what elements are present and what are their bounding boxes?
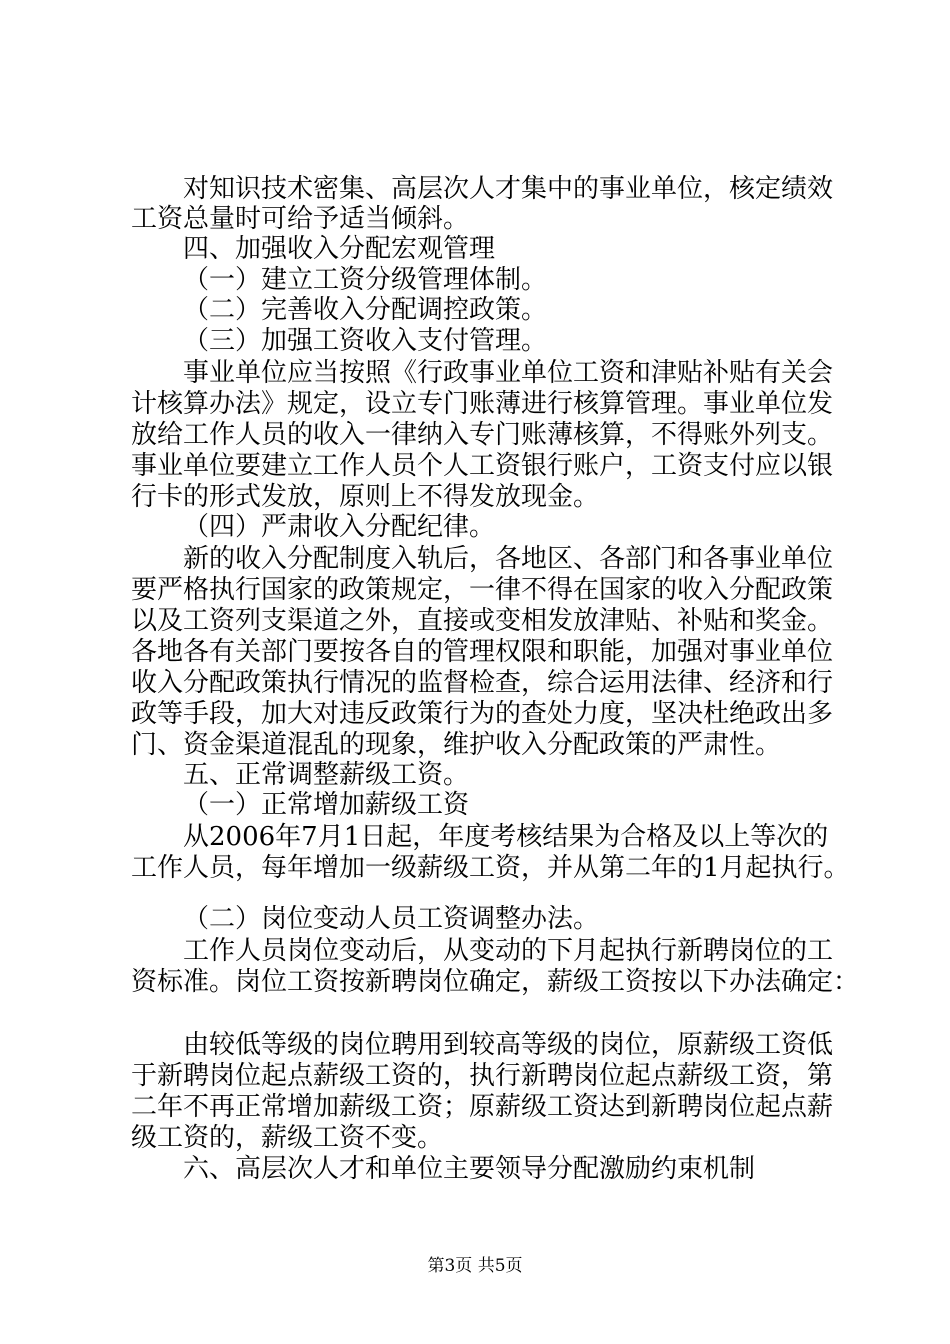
paragraph-line: 各地各有关部门要按各自的管理权限和职能，加强对事业单位 [131, 637, 834, 667]
page-footer: 第3页 共5页 [427, 1256, 523, 1276]
paragraph-line: 事业单位应当按照《行政事业单位工资和津贴补贴有关会 [183, 358, 834, 388]
paragraph-line: 事业单位要建立工作人员个人工资银行账户，工资支付应以银 [131, 451, 834, 481]
subsection-heading: （一）建立工资分级管理体制。 [183, 265, 548, 295]
paragraph-line: 二年不再正常增加薪级工资；原薪级工资达到新聘岗位起点薪 [131, 1092, 834, 1122]
paragraph-line: 工作人员，每年增加一级薪级工资，并从第二年的1月起执行。 [131, 853, 850, 883]
subsection-heading: （四）严肃收入分配纪律。 [183, 512, 496, 542]
paragraph-line: 对知识技术密集、高层次人才集中的事业单位，核定绩效 [183, 174, 834, 204]
paragraph-line: 门、资金渠道混乱的现象，维护收入分配政策的严肃性。 [131, 730, 782, 760]
section-heading: 五、正常调整薪级工资。 [183, 760, 470, 790]
paragraph-line: 以及工资列支渠道之外，直接或变相发放津贴、补贴和奖金。 [131, 606, 834, 636]
paragraph-line: 收入分配政策执行情况的监督检查，综合运用法律、经济和行 [131, 668, 834, 698]
paragraph-line: 资标准。岗位工资按新聘岗位确定，薪级工资按以下办法确定： [131, 967, 860, 997]
subsection-heading: （二）岗位变动人员工资调整办法。 [183, 904, 600, 934]
paragraph-line: 工作人员岗位变动后，从变动的下月起执行新聘岗位的工 [183, 936, 834, 966]
paragraph-line: 由较低等级的岗位聘用到较高等级的岗位，原薪级工资低 [183, 1030, 834, 1060]
section-heading: 六、高层次人才和单位主要领导分配激励约束机制 [183, 1154, 756, 1184]
paragraph-line: 工资总量时可给予适当倾斜。 [131, 204, 470, 234]
paragraph-line: 于新聘岗位起点薪级工资的，执行新聘岗位起点薪级工资，第 [131, 1061, 834, 1091]
paragraph-line: 要严格执行国家的政策规定，一律不得在国家的收入分配政策 [131, 575, 834, 605]
paragraph-line: 级工资的，薪级工资不变。 [131, 1123, 444, 1153]
paragraph-line: 从2006年7月1日起，年度考核结果为合格及以上等次的 [183, 822, 829, 852]
subsection-heading: （三）加强工资收入支付管理。 [183, 326, 548, 356]
paragraph-line: 新的收入分配制度入轨后，各地区、各部门和各事业单位 [183, 544, 834, 574]
subsection-heading: （一）正常增加薪级工资 [183, 790, 470, 820]
section-heading: 四、加强收入分配宏观管理 [183, 234, 496, 264]
paragraph-line: 计核算办法》规定，设立专门账薄进行核算管理。事业单位发 [131, 389, 834, 419]
paragraph-line: 行卡的形式发放，原则上不得发放现金。 [131, 482, 600, 512]
paragraph-line: 政等手段，加大对违反政策行为的查处力度，坚决杜绝政出多 [131, 699, 834, 729]
subsection-heading: （二）完善收入分配调控政策。 [183, 295, 548, 325]
paragraph-line: 放给工作人员的收入一律纳入专门账薄核算，不得账外列支。 [131, 420, 834, 450]
